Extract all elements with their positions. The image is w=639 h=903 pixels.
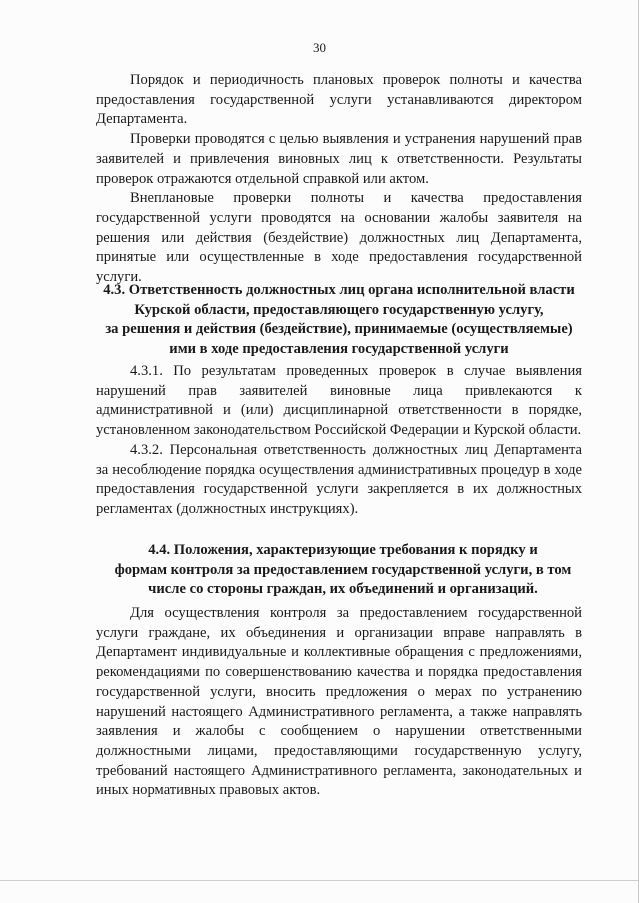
section-4-4-heading: [100, 541, 586, 600]
heading-line: ими в ходе предоставления государственной услуги: [169, 341, 509, 358]
paragraph: Внеплановые проверки полноты и качества предоставления государственной услуги проводятся на основании жалобы заявителя на решения или действия (бездействие) должностных лиц Департамента, принятые или осуществленные в ходе предоставления государственной услуги.: [96, 190, 582, 286]
paragraph: Проверки проводятся с целью выявления и устранения нарушений прав заявителей и привлечения виновных лиц к ответственности. Результаты проверок отражаются отдельной справкой или актом.: [96, 131, 582, 187]
heading-line: за решения и действия (бездействие), принимаемые (осуществляемые): [105, 321, 573, 338]
paragraph: 4.3.2. Персональная ответственность должностных лиц Департамента за несоблюдение порядка осуществления административных процедур в ходе предоставления государственной услуги закрепляется в их должностных регламентах (должностных инструкциях).: [96, 441, 582, 517]
section-4-3-body: [96, 362, 582, 520]
heading-line: числе со стороны граждан, их объединений и организаций.: [148, 581, 538, 598]
scan-edge-bottom: [0, 880, 639, 881]
page-number: 30: [313, 40, 326, 55]
intro-block: [96, 71, 582, 288]
heading-line: 4.4. Положения, характеризующие требования к порядку и: [148, 542, 538, 558]
section-4-4-body: [96, 604, 582, 801]
paragraph: Для осуществления контроля за предоставлением государственной услуги граждане, их объединения и организации вправе направлять в Департамент индивидуальные и коллективные обращения с предложениями, рекомендациями по совершенствованию качества и порядка предоставления государственной услуги, вносить предложения о мерах по устранению нарушений настоящего Административного регламента, а также направлять заявления и жалобы с сообщением о нарушении ответственными должностными лицами, предоставляющими государственную услугу, требований настоящего Административного регламента, законодательных и иных нормативных правовых актов.: [96, 605, 582, 799]
heading-line: формам контроля за предоставлением государственной услуги, в том: [114, 561, 572, 578]
heading-line: Курской области, предоставляющего государственную услугу,: [134, 301, 544, 318]
heading-line: 4.3. Ответственность должностных лиц органа исполнительной власти: [103, 282, 575, 298]
paragraph: 4.3.1. По результатам проведенных проверок в случае выявления нарушений прав заявителей виновные лица привлекаются к административной и (или) дисциплинарной ответственности в порядке, установленном законодательством Российской Федерации и Курской области.: [96, 363, 582, 439]
paragraph: Порядок и периодичность плановых проверок полноты и качества предоставления государственной услуги устанавливаются директором Департамента.: [96, 72, 582, 128]
section-4-3-heading: [96, 281, 582, 360]
